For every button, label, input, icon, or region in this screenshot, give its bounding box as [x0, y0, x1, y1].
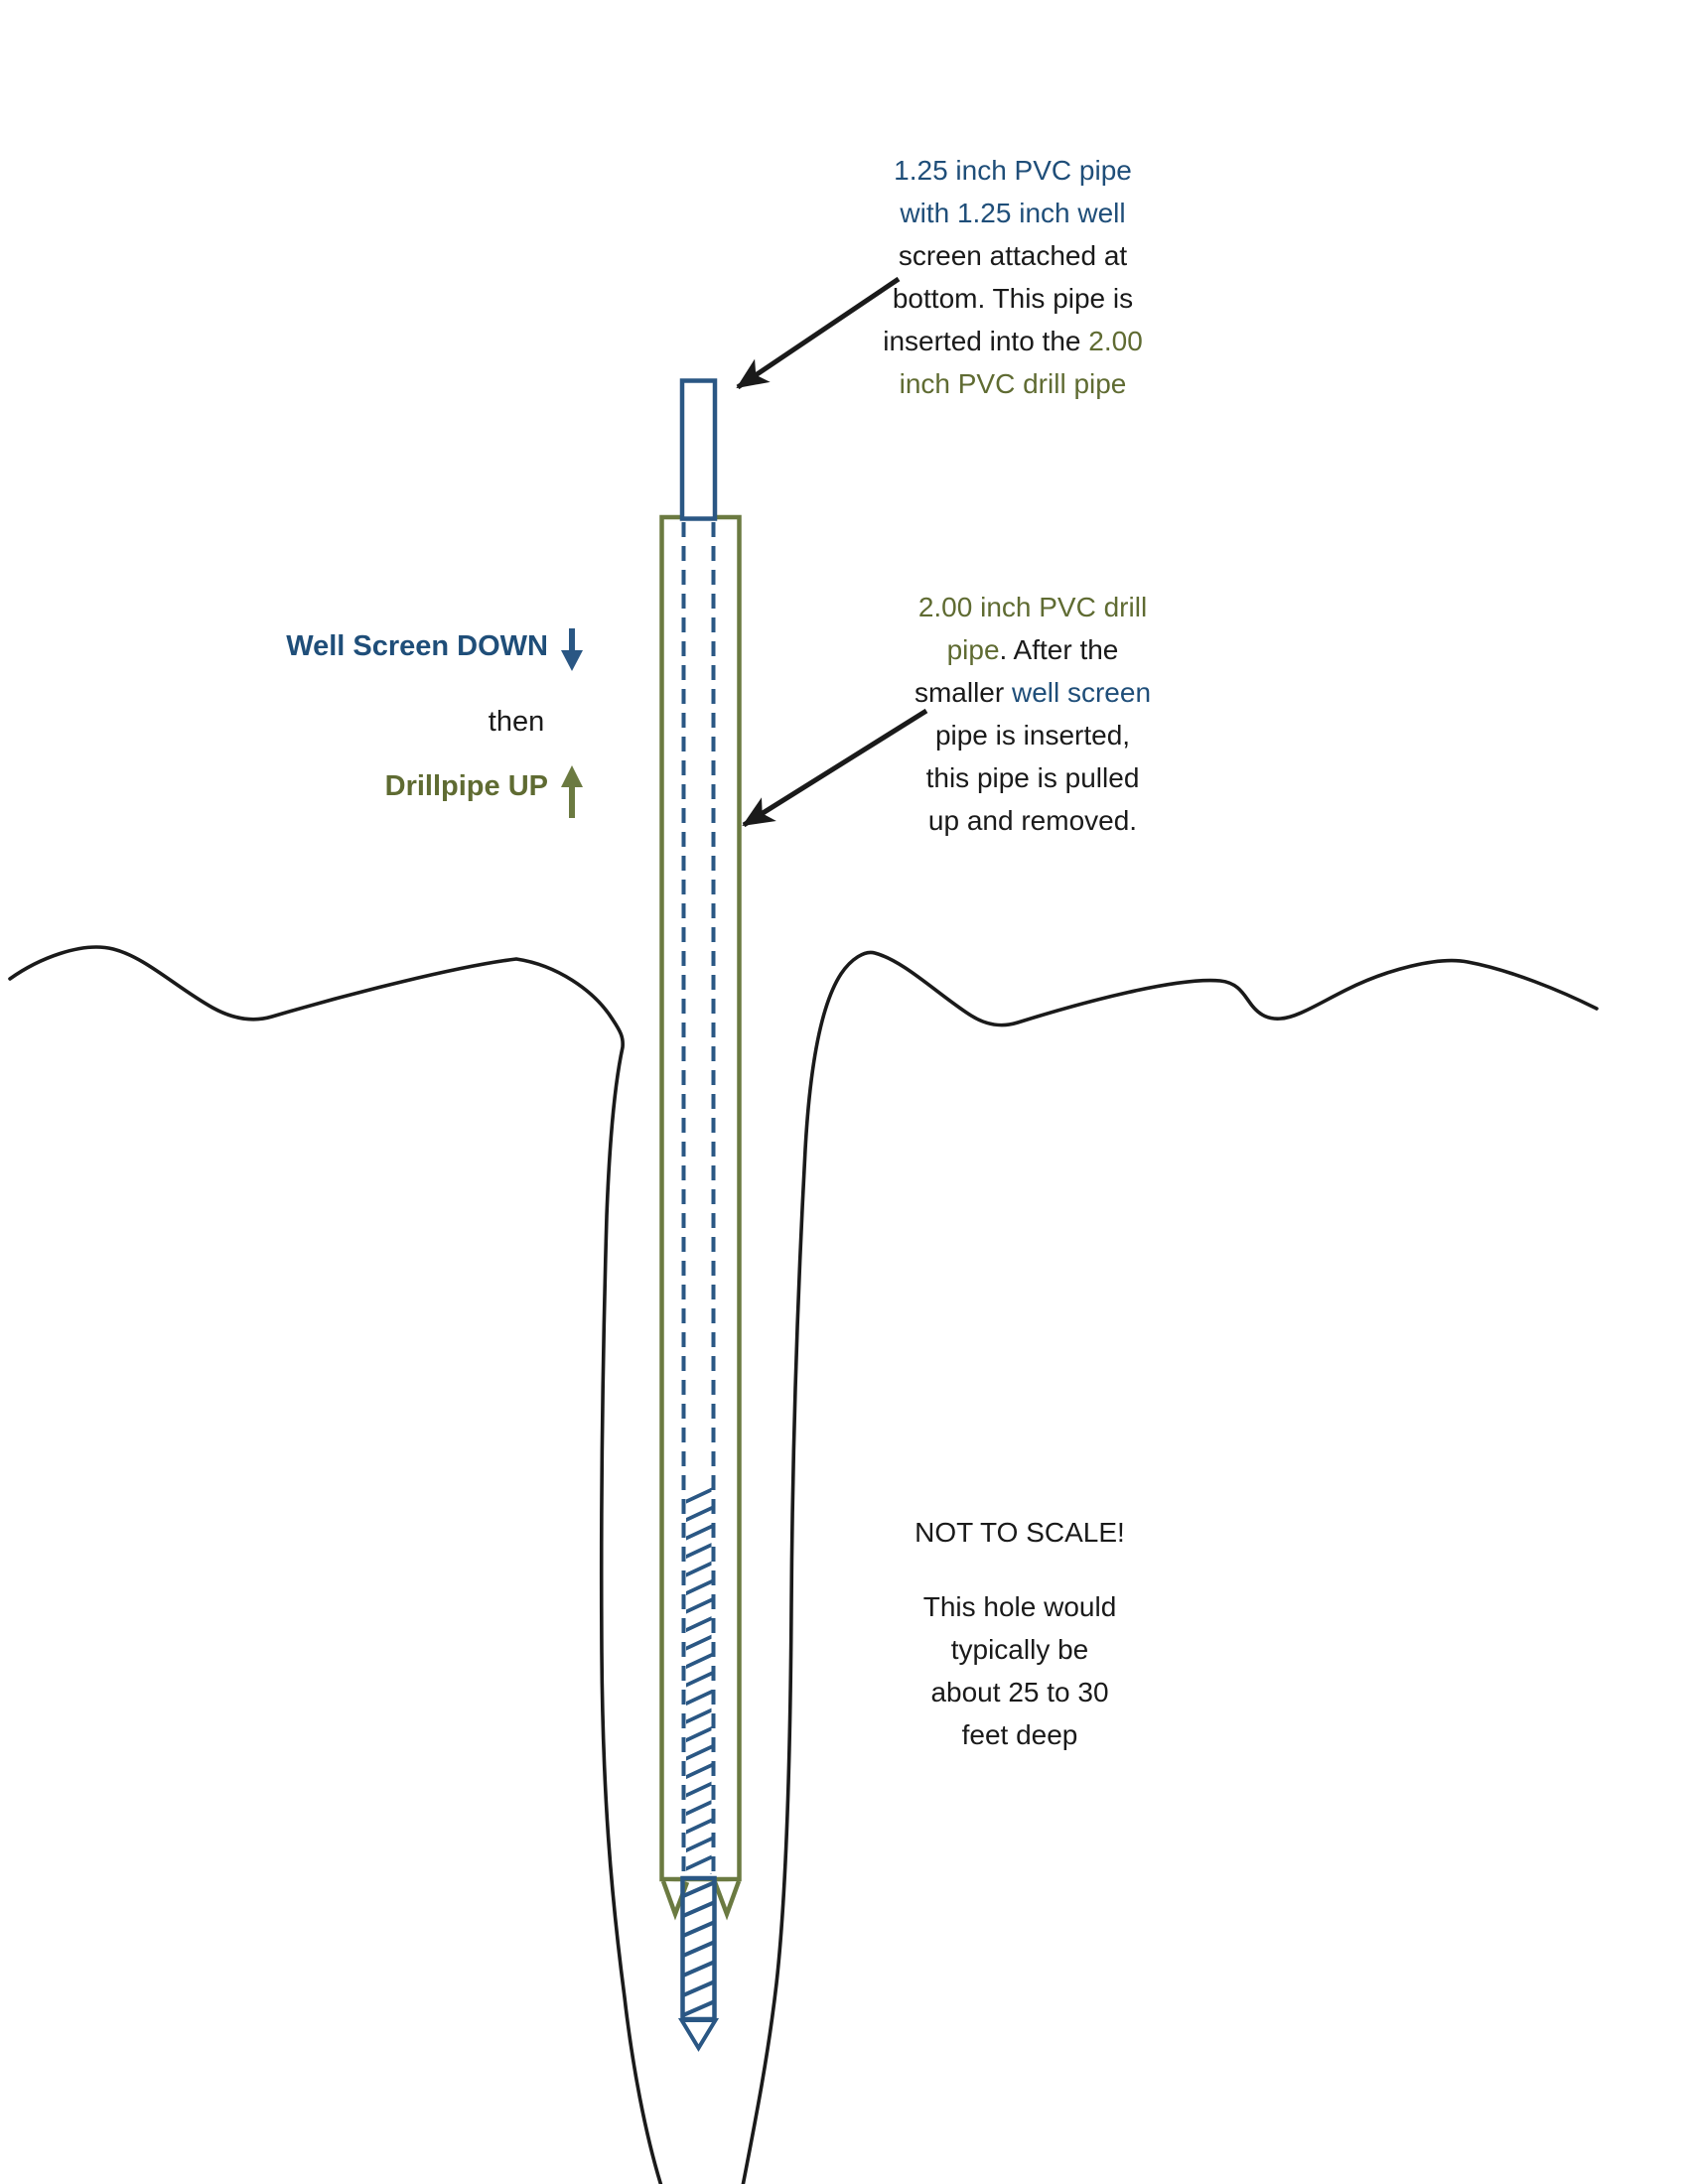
text-line: this pipe is pulled [925, 762, 1140, 793]
text-line: 2.00 inch PVC drill [917, 592, 1148, 622]
spacer [841, 1554, 1198, 1585]
text-line: bottom. This pipe is [892, 283, 1134, 314]
text-line: about 25 to 30 [930, 1677, 1109, 1707]
annotation-drill-pipe-text [854, 586, 1211, 842]
well-screen-lower [683, 1878, 715, 2019]
text-line: This hole would [922, 1591, 1117, 1622]
ground-surface-left-and-hole-wall [10, 947, 661, 2184]
down-arrow-icon [561, 628, 583, 671]
well-screen-hatch-upper [686, 1485, 712, 1874]
annotation-well-pipe-text [834, 149, 1192, 405]
not-to-scale-title: NOT TO SCALE! [914, 1517, 1125, 1548]
text-line: up and removed. [927, 805, 1138, 836]
text-line: smaller well screen [914, 677, 1152, 708]
text-line: pipe. After the [946, 634, 1119, 665]
text-line: inserted into the 2.00 [883, 326, 1143, 356]
text-line: 1.25 inch PVC pipe [894, 155, 1132, 186]
well-screen-tip [682, 2020, 716, 2048]
text-line: screen attached at [898, 240, 1128, 271]
drill-pipe-tooth-right [715, 1881, 739, 1914]
note-not-to-scale [841, 1511, 1198, 1756]
label-then: then [488, 706, 545, 738]
well-pipe-top [682, 381, 715, 519]
label-drillpipe-up: Drillpipe UP [384, 770, 548, 802]
text-line: typically be [950, 1634, 1089, 1665]
text-line: with 1.25 inch well [900, 198, 1126, 228]
label-well-screen-down: Well Screen DOWN [286, 630, 548, 662]
up-arrow-icon [561, 765, 583, 818]
text-line: inch PVC drill pipe [899, 368, 1127, 399]
text-line: feet deep [961, 1719, 1078, 1750]
text-line: pipe is inserted, [934, 720, 1131, 751]
